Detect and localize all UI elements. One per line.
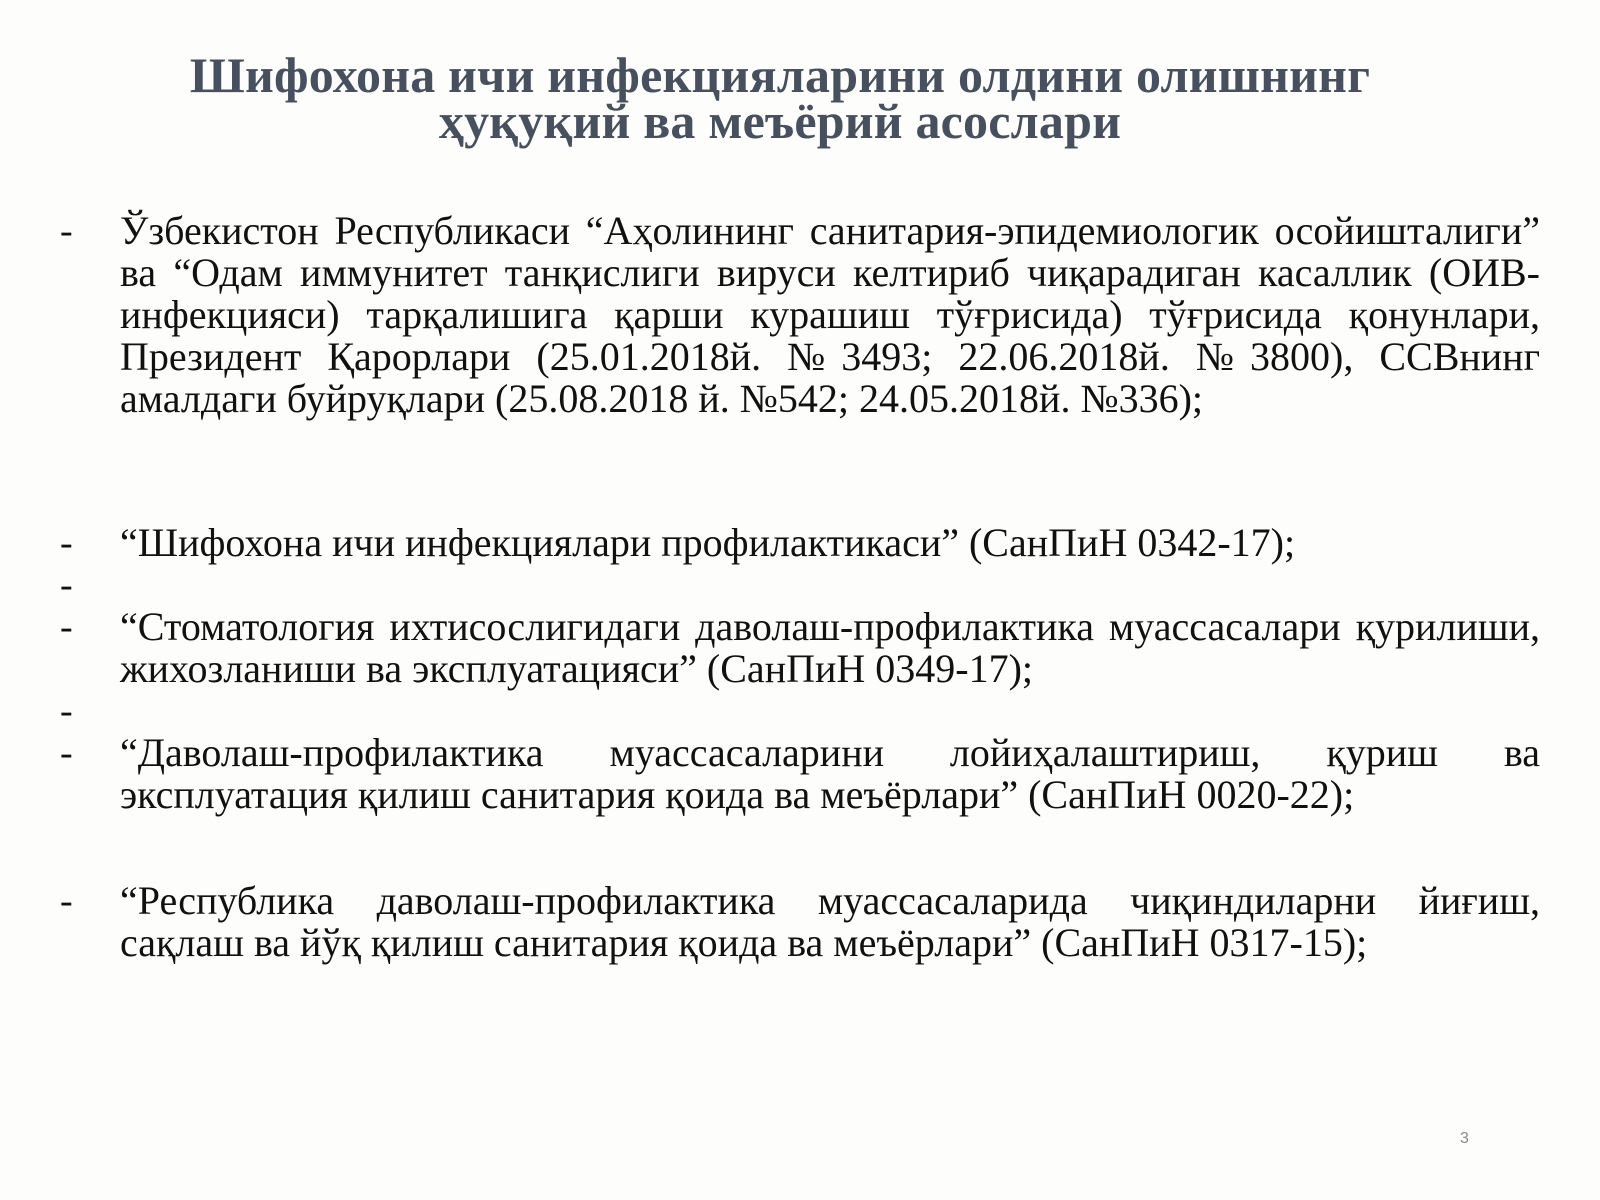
bullet-dash: -: [60, 522, 73, 564]
bullet-dash: -: [60, 690, 73, 732]
bullet-dash: -: [60, 564, 73, 606]
list-item-text: “Республика даволаш-профилактика муассасаларида чиқиндиларни йиғиш, сақлаш ва йўқ қилиш санитария қоида ва меъёрлари” (СанПиН 0317-15);: [120, 878, 1540, 965]
bullet-dash: -: [60, 732, 73, 774]
bullet-dash: -: [60, 210, 73, 252]
slide-title: [0, 47, 1560, 149]
bullet-dash: -: [60, 606, 73, 648]
list-item-text: “Шифохона ичи инфекциялари профилактикаси” (СанПиН 0342-17);: [120, 520, 1296, 565]
list-item-text: “Даволаш-профилактика муассасаларини лойиҳалаштириш, қуриш ва эксплуатация қилиш санитария қоида ва меъёрлари” (СанПиН 0020-22);: [120, 730, 1540, 817]
slide-title-line-1: Шифохона ичи инфекцияларини олдини олишнинг: [189, 47, 1371, 103]
bullet-dash: -: [60, 880, 73, 922]
list-item-text: Ўзбекистон Республикаси “Аҳолининг санитария-эпидемиологик осойишталиги” ва “Одам иммунитет танқислиги вируси келтириб чиқарадиган касаллик (ОИВ-инфекцияси) тарқалишига қарши курашиш тўғрисида) тўғрисида қонунлари, Президент Қарорлари (25.01.2018й. №3493; 22.06.2018й. №3800), ССВнинг амалдаги буйруқлари (25.08.2018 й. №542; 24.05.2018й. №336);: [120, 208, 1540, 421]
list-item-text: “Стоматология ихтисослигидаги даволаш-профилактика муассасалари қурилиши, жихозланиши ва эксплуатацияси” (СанПиН 0349-17);: [120, 604, 1540, 691]
page-number: 3: [1460, 1130, 1469, 1147]
slide-title-line-2: ҳуқуқий ва меъёрий асослари: [438, 93, 1122, 149]
